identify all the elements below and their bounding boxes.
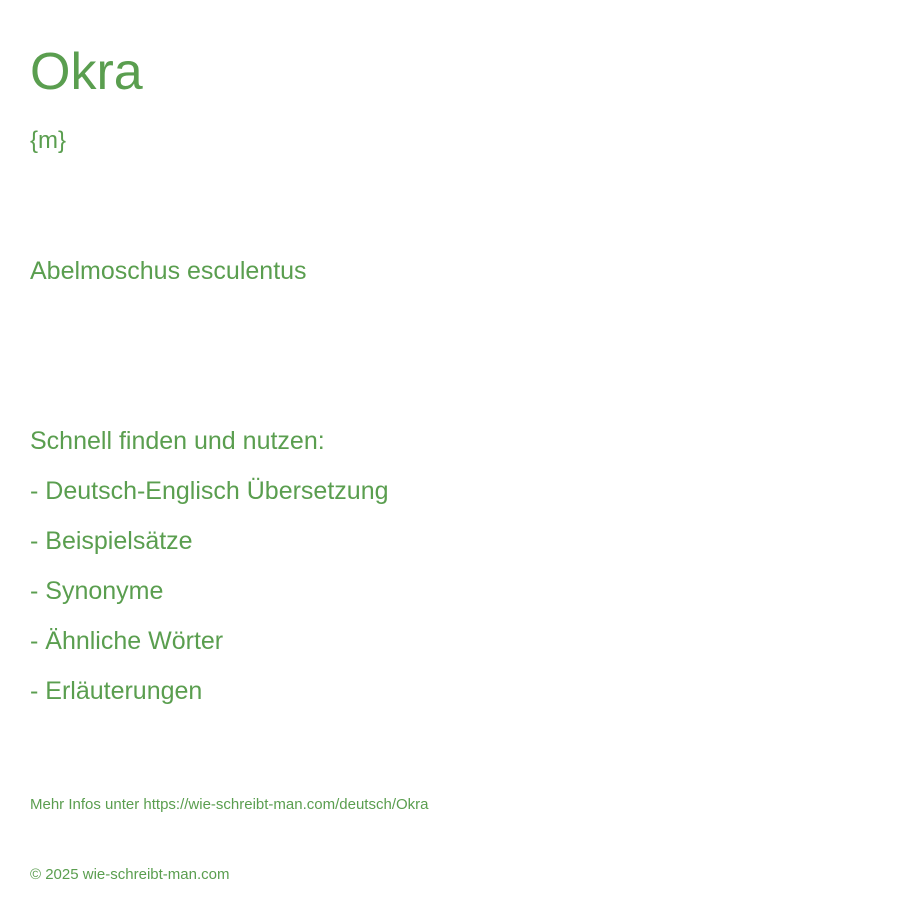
feature-translation: - Deutsch-Englisch Übersetzung <box>30 477 389 505</box>
copyright-notice: © 2025 wie-schreibt-man.com <box>30 866 230 883</box>
feature-explanations: - Erläuterungen <box>30 677 203 705</box>
gender-label: {m} <box>30 127 67 154</box>
feature-example-sentences: - Beispielsätze <box>30 527 193 555</box>
page-title: Okra <box>30 43 143 101</box>
latin-name: Abelmoschus esculentus <box>30 257 307 285</box>
feature-similar-words: - Ähnliche Wörter <box>30 627 224 655</box>
quick-access-heading: Schnell finden und nutzen: <box>30 427 325 455</box>
more-info-link: Mehr Infos unter https://wie-schreibt-man.com/deutsch/Okra <box>30 796 429 813</box>
feature-synonyms: - Synonyme <box>30 577 164 605</box>
